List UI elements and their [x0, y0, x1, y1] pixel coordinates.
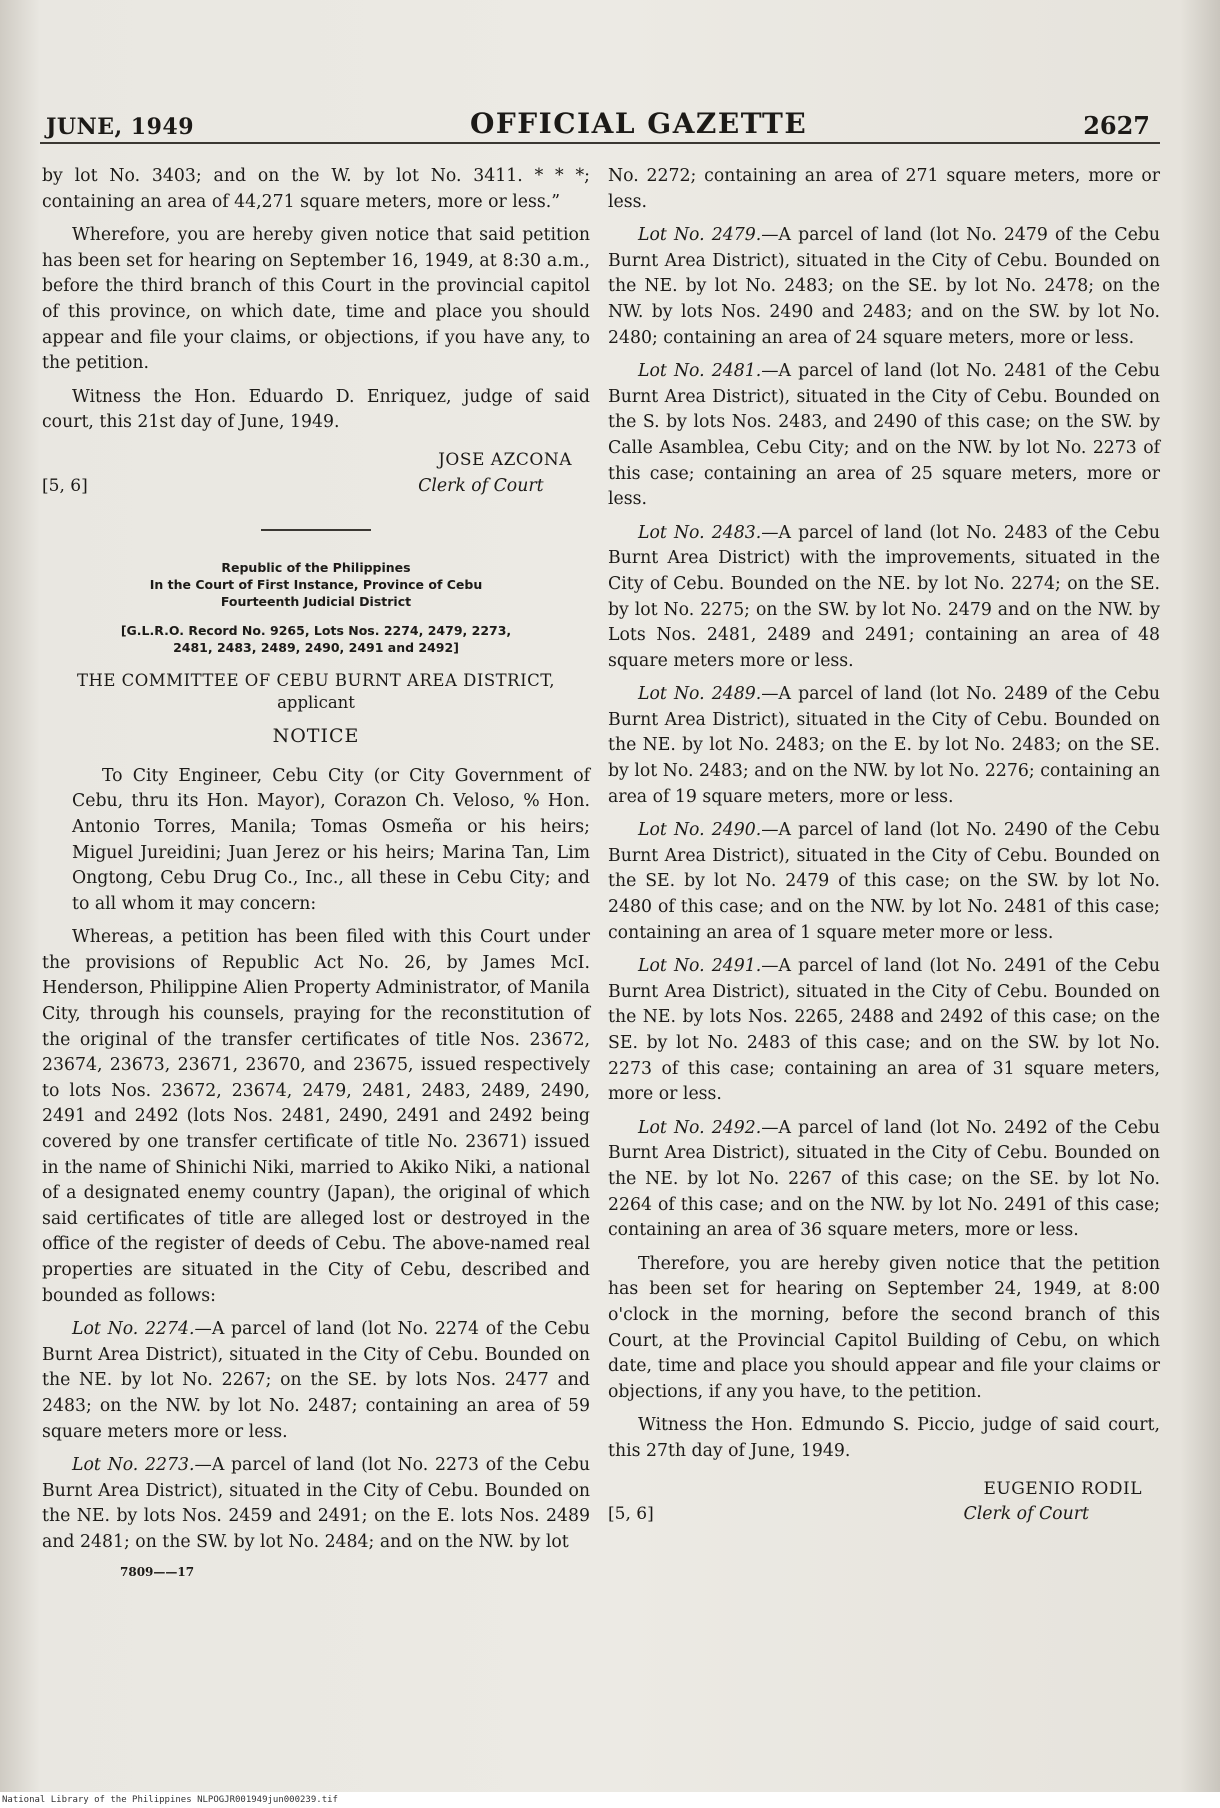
- court-line-instance: In the Court of First Instance, Province of Cebu: [149, 577, 483, 593]
- lot-2483-title: Lot No. 2483.: [638, 522, 762, 543]
- left-column: [42, 164, 590, 1585]
- lot-2491-title: Lot No. 2491.: [638, 956, 762, 977]
- whereas-paragraph: Whereas, a petition has been filed with this Court under the provisions of Republic Act No. 26, by James McI. Henderson, Philippine Alien Property Administrator, of Manila City, through his counsels, praying for the reconstitution of the original of the transfer certificates of title Nos. 23672, 23674, 23673, 23671, 23670, and 23675, issued respectively to lots Nos. 23672, 23674, 2479, 2481, 2483, 2489, 2490, 2491 and 2492 (lots Nos. 2481, 2490, 2491 and 2492 being covered by one transfer certificate of title No. 23671) issued in the name of Shinichi Niki, married to Akiko Niki, a national of a designated enemy country (Japan), the original of which said certificates of title are alleged lost or destroyed in the office of the register of deeds of Cebu. The above-named real properties are situated in the City of Cebu, described and bounded as follows:: [42, 927, 590, 1306]
- scan-source-caption: National Library of the Philippines NLPOGJR001949jun000239.tif: [0, 1792, 1220, 1808]
- lot-2273-text: —A parcel of land (lot No. 2273 of the Cebu Burnt Area District), situated in the City of Cebu. Bounded on the NE. by lots Nos. 2459 and 2491; on the E. lots Nos. 2489 and 2481; on the SW. by lot No. 2484; and on the NW. by lot: [42, 1455, 591, 1552]
- court-line-republic: Republic of the Philippines: [221, 560, 411, 576]
- signer-name-right: EUGENIO RODIL: [983, 1478, 1142, 1499]
- court-line-district: Fourteenth Judicial District: [220, 594, 412, 610]
- lot-2273-title: Lot No. 2273.: [72, 1455, 195, 1476]
- lot-2490-text: —A parcel of land (lot No. 2490 of the Cebu Burnt Area District), situated in the City of Cebu. Bounded on the SE. by lot No. 2479 of this case; on the SW. by lot No. 2480 of this case; and on the NW. by lot No. 2481 of this case; containing an area of 1 square meter more or less.: [608, 820, 1160, 943]
- lot-2273-paragraph: [42, 1453, 590, 1555]
- lot-2490-paragraph: [608, 818, 1160, 946]
- lot-2483-text: —A parcel of land (lot No. 2483 of the Cebu Burnt Area District) with the improvements, situated in the City of Cebu. Bounded on the NE. by lot No. 2274; on the SE. by lot No. 2275; on the SW. by lot No. 2479 and on the NW. by Lots Nos. 2481, 2489 and 2491; containing an area of 48 square meters more or less.: [608, 522, 1160, 671]
- lot-2491-text: —A parcel of land (lot No. 2491 of the Cebu Burnt Area District), situated in the City of Cebu. Bounded on the NE. by lots Nos. 2265, 2488 and 2492 of this case; on the SE. by lot No. 2483 of this case; and on the SW. by lot No. 2273 of this case; containing an area of 31 square meters, more or less.: [608, 956, 1160, 1105]
- issue-date: JUNE, 1949: [46, 114, 195, 140]
- lot-2489-text: —A parcel of land (lot No. 2489 of the Cebu Burnt Area District), situated in the City of Cebu. Bounded on the NE. by lot No. 2483; on the E. by lot No. 2483; on the SE. by lot No. 2483; and on the NW. by lot No. 2276; containing an area of 19 square meters, more or less.: [608, 684, 1160, 807]
- lot-2479-text: —A parcel of land (lot No. 2479 of the Cebu Burnt Area District), situated in the City of Cebu. Bounded on the NE. by lot No. 2483; on the SE. by lot No. 2478; on the NW. by lots Nos. 2490 and 2483; and on the SW. by lot No. 2480; containing an area of 24 square meters, more or less.: [608, 225, 1160, 348]
- lot-2479-title: Lot No. 2479.: [638, 225, 762, 246]
- lot-2481-paragraph: [608, 359, 1160, 513]
- issue-reference-right: [5, 6]: [608, 1504, 654, 1525]
- record-line-1: [G.L.R.O. Record No. 9265, Lots Nos. 2274, 2479, 2273,: [120, 623, 512, 639]
- print-code: 7809——17: [120, 1564, 195, 1579]
- signer-name: JOSE AZCONA: [438, 449, 572, 470]
- wherefore-paragraph: Wherefore, you are hereby given notice that said petition has been set for hearing on September 16, 1949, at 8:30 a.m., before the third branch of this Court in the provincial capitol of this province, on which date, time and place you should appear and file your claims, or objections, if you have any, to the petition.: [42, 225, 590, 374]
- witness-paragraph-right: Witness the Hon. Edmundo S. Piccio, judge of said court, this 27th day of June, 1949.: [608, 1415, 1160, 1461]
- header-rule: [40, 142, 1160, 144]
- signer-title: Clerk of Court: [418, 475, 544, 496]
- court-heading: [42, 559, 590, 610]
- lot-2481-title: Lot No. 2481.: [638, 361, 762, 382]
- lot-2481-text: —A parcel of land (lot No. 2481 of the Cebu Burnt Area District), situated in the City of Cebu. Bounded on the S. by lots Nos. 2483, and 2490 of this case; on the SW. by Calle Asamblea, Cebu City; and on the NW. by lot No. 2273 of this case; containing an area of 25 square meters, more or less.: [608, 361, 1160, 510]
- lot-2491-paragraph: [608, 954, 1160, 1108]
- section-divider: [261, 529, 371, 531]
- record-reference: [42, 622, 590, 656]
- witness-paragraph: Witness the Hon. Eduardo D. Enriquez, judge of said court, this 21st day of June, 1949.: [42, 386, 590, 433]
- therefore-paragraph: Therefore, you are hereby given notice that the petition has been set for hearing on September 24, 1949, at 8:00 o'clock in the morning, before the second branch of this Court, at the Provincial Capitol Building of Cebu, on which date, time and place you should appear and file your claims or objections, if any you have, to the petition.: [608, 1253, 1160, 1402]
- continued-paragraph: by lot No. 3403; and on the W. by lot No. 3411. * * *; containing an area of 44,271 square meters, more or less.”: [42, 166, 590, 212]
- lot-2483-paragraph: [608, 521, 1160, 675]
- continued-paragraph-right: No. 2272; containing an area of 271 square meters, more or less.: [608, 166, 1160, 212]
- lot-2274-text: —A parcel of land (lot No. 2274 of the Cebu Burnt Area District), situated in the City of Cebu. Bounded on the NE. by lot No. 2267; on the SE. by lots Nos. 2477 and 2483; on the NW. by lot No. 2487; containing an area of 59 square meters more or less.: [42, 1319, 591, 1442]
- signer-title-right: Clerk of Court: [963, 1504, 1089, 1525]
- lot-2489-title: Lot No. 2489.: [638, 684, 762, 705]
- notice-heading: NOTICE: [272, 725, 360, 748]
- publication-title: OFFICIAL GAZETTE: [470, 107, 808, 140]
- applicant-block: [42, 670, 590, 714]
- issue-reference: [5, 6]: [42, 475, 88, 496]
- signature-block: [42, 448, 590, 499]
- lot-2274-paragraph: [42, 1317, 590, 1445]
- lot-2274-title: Lot No. 2274.: [72, 1319, 195, 1340]
- addressees-paragraph: To City Engineer, Cebu City (or City Government of Cebu, thru its Hon. Mayor), Corazon Ch. Veloso, % Hon. Antonio Torres, Manila; Tomas Osmeña or his heirs; Miguel Jureidini; Juan Jerez or his heirs; Marina Tan, Lim Ongtong, Cebu Drug Co., Inc., all these in Cebu City; and to all whom it may concern:: [72, 765, 590, 914]
- lot-2490-title: Lot No. 2490.: [638, 820, 762, 841]
- lot-2492-title: Lot No. 2492.: [638, 1117, 762, 1138]
- lot-2489-paragraph: [608, 682, 1160, 810]
- lot-2492-paragraph: [608, 1116, 1160, 1244]
- lot-2492-text: —A parcel of land (lot No. 2492 of the Cebu Burnt Area District), situated in the City of Cebu. Bounded on the NE. by lot No. 2267 of this case; on the SE. by lot No. 2264 of this case; and on the NW. by lot No. 2491 of this case; containing an area of 36 square meters, more or less.: [608, 1117, 1160, 1241]
- page-number: 2627: [1083, 111, 1150, 140]
- record-line-2: 2481, 2483, 2489, 2490, 2491 and 2492]: [173, 640, 459, 656]
- page-header: [46, 92, 1150, 140]
- right-column: [608, 164, 1160, 1528]
- applicant-role: applicant: [277, 693, 355, 713]
- applicant-name: THE COMMITTEE OF CEBU BURNT AREA DISTRICT,: [76, 671, 556, 691]
- signature-block-right: [608, 1477, 1160, 1528]
- lot-2479-paragraph: [608, 223, 1160, 351]
